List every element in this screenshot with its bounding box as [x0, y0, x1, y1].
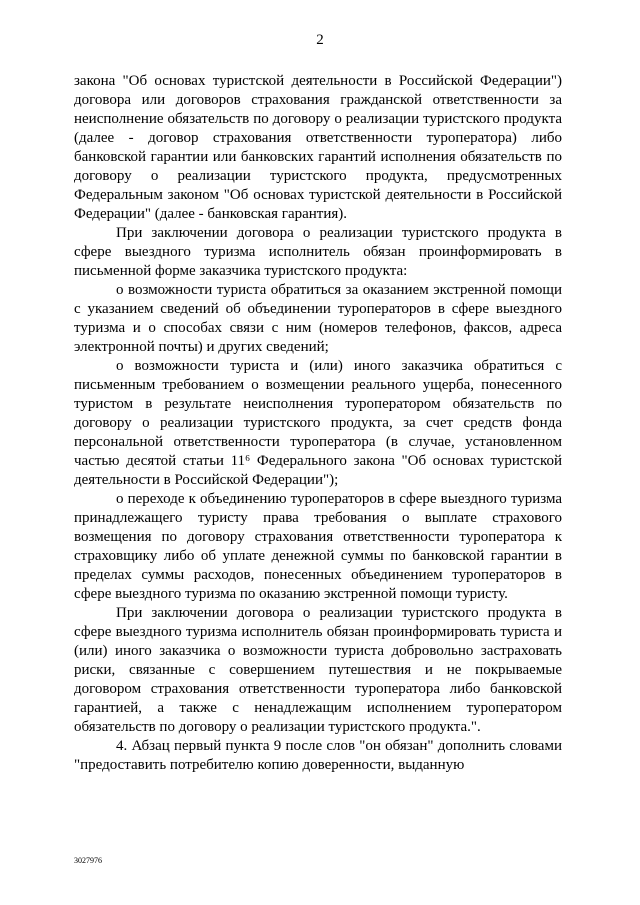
paragraph-emergency-help: о возможности туриста обратиться за оказанием экстренной помощи с указанием сведений об объединении туроператоров в сфере выездного туризма и о способах связи с ним (номеров телефонов, факсов, адреса электронной почты) и других сведений; — [74, 282, 562, 355]
document-body — [74, 72, 562, 775]
paragraph-continuation: закона "Об основах туристской деятельности в Российской Федерации") договора или договоров страхования гражданской ответственности за неисполнение обязательств по договору о реализации туристского продукта (далее - договор страхования ответственности туроператора) либо банковской гарантии или банковских гарантий исполнения обязательств по договору о реализации туристского продукта, предусмотренных Федеральным законом "Об основах туристской деятельности в Российской Федерации" (далее - банковская гарантия). — [74, 73, 562, 222]
paragraph-rights-transfer: о переходе к объединению туроператоров в сфере выездного туризма принадлежащего туристу права требования о выплате страхового возмещения по договору страхования ответственности туроператора к страховщику либо об уплате денежной суммы по банковской гарантии в пределах суммы расходов, понесенных объединением туроператоров в сфере выездного туризма по оказанию экстренной помощи туристу. — [74, 491, 562, 602]
page-number: 2 — [316, 32, 324, 48]
paragraph-inform-requirement: При заключении договора о реализации туристского продукта в сфере выездного туризма исполнитель обязан проинформировать в письменной форме заказчика туристского продукта: — [74, 225, 562, 279]
paragraph-voluntary-insurance: При заключении договора о реализации туристского продукта в сфере выездного туризма исполнитель обязан проинформировать туриста и (или) иного заказчика о возможности туриста добровольно застраховать риски, связанные с совершением путешествия и не покрываемые договором страхования ответственности туроператора либо банковской гарантией, а также с ненадлежащим исполнением туроператором обязательств по договору о реализации туристского продукта.". — [74, 605, 562, 735]
paragraph-damage-claim: о возможности туриста и (или) иного заказчика обратиться с письменным требованием о возмещении реального ущерба, понесенного туристом в результате неисполнения туроператором обязательств по договору о реализации туристского продукта, за счет средств фонда персональной ответственности туроператора (в случае, установленном частью десятой статьи 11⁶ Федерального закона "Об основах туристской деятельности в Российской Федерации"); — [74, 358, 562, 488]
document-code: 3027976 — [74, 856, 102, 865]
paragraph-item-4: 4. Абзац первый пункта 9 после слов "он обязан" дополнить словами "предоставить потребителю копию доверенности, выданную — [74, 738, 562, 773]
